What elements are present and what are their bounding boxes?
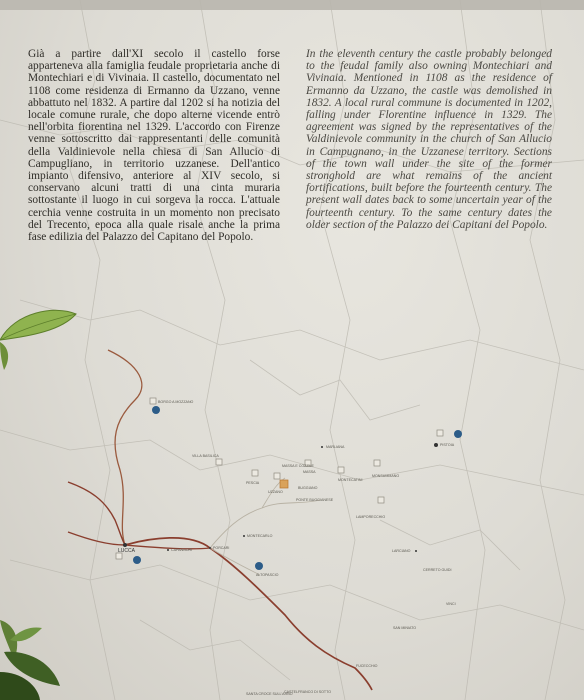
town-icon	[252, 470, 258, 476]
map-label-buggiano: BUGGIANO	[298, 486, 318, 490]
map-label-borgo: BORGO A MOZZANO	[158, 400, 194, 404]
map-label-ponte-buggianese: PONTE BUGGIANESE	[296, 498, 334, 502]
town-icon	[437, 430, 443, 436]
motorway	[125, 538, 372, 690]
map-label-porcari: PORCARI	[213, 546, 230, 550]
map-label-massa: MASSA	[303, 470, 316, 474]
town-dot-marliana	[321, 446, 323, 448]
town-icon	[216, 459, 222, 465]
town-dot-larciano	[415, 550, 417, 552]
map-label-capannori: CAPANNORI	[171, 548, 193, 552]
map-label-montecatini: MONTECATINI	[338, 478, 363, 482]
foreground-plant	[0, 600, 90, 700]
map-label-pistoia: PISTOIA	[440, 443, 455, 447]
map-label-lucca: LUCCA	[118, 548, 135, 554]
town-dot-montecarlo	[243, 535, 245, 537]
map-label-castelfranco: CASTELFRANCO DI SOTTO	[284, 690, 332, 694]
town-icon	[374, 460, 380, 466]
map-label-lamporecchio: LAMPORECCHIO	[356, 515, 386, 519]
town-icon	[150, 398, 156, 404]
map-label-montecarlo: MONTECARLO	[247, 534, 273, 538]
map-label-cozzile: MASSA E COZZILE	[282, 464, 314, 468]
map-label-uzzano: UZZANO	[268, 490, 283, 494]
road-lucca-montecarlo	[210, 500, 320, 548]
town-dot-porcari	[209, 547, 211, 549]
map-label-altopascio: ALTOPASCIO	[256, 573, 279, 577]
road-lucca-east	[125, 545, 210, 549]
info-icon	[454, 430, 462, 438]
town-icon	[338, 467, 344, 473]
info-icon	[133, 556, 141, 564]
map-label-cerreto: CERRETO GUIDI	[423, 568, 452, 572]
map-label-santa-croce: SANTA CROCE SULL'ARNO	[246, 692, 293, 696]
map-label-san-miniato: SAN MINIATO	[393, 626, 417, 630]
road-network	[68, 350, 372, 690]
town-icon	[274, 473, 280, 479]
road-southwest	[68, 532, 125, 545]
town-pictograms	[116, 398, 443, 559]
info-icon	[152, 406, 160, 414]
info-icon	[255, 562, 263, 570]
map-label-marliana: MARLIANA	[326, 445, 345, 449]
history-text-english: In the eleventh century the castle probably belonged to the feudal family also owning Montechiari and Vivinaia. Mentioned in 1108 as the residence of Ermanno da Uzzano, the castle was demolished in 1832. A local rural commune is documented in 1202, falling under Florentine influence in 1329. The agreement was signed by the representatives of the Valdinievole community in the church of San Allucio in Campugnano, in the Uzzanese territory. Sections of the town wall under the site of the former stronghold are what remains of the ancient fortifications, built before the fourteenth century. The present wall dates back to some uncertain year of the fourteenth century. To the same century dates the older section of the Palazzo dei Capitani del Popolo.	[306, 48, 552, 231]
map-label-monsummano: MONSUMMANO	[372, 474, 400, 478]
town-icon	[378, 497, 384, 503]
town-icon	[280, 480, 288, 488]
map-label-villa-basilica: VILLA BASILICA	[192, 454, 219, 458]
map-label-larciano: LARCIANO	[392, 549, 411, 553]
town-dot-pistoia	[434, 443, 438, 447]
town-dots	[123, 443, 438, 552]
map-label-vinci: VINCI	[446, 602, 456, 606]
town-dot-lucca	[123, 543, 127, 547]
map-label-pescia: PESCIA	[246, 481, 260, 485]
history-text-italian: Già a partire dall'XI secolo il castello forse apparteneva alla famiglia feudale proprietaria anche di Montechiari e di Vivinaia. Il castello, documentato nel 1108 come residenza di Ermanno da Uzzano, venne abbattuto nel 1832. A partire dal 1202 si ha notizia del locale comune rurale, che dopo alterne vicende entrò nell'orbita fiorentina nel 1329. L'accordo con Firenze venne sottoscritto dai rappresentanti delle comunità della Valdinievole nella chiesa di San Allucio di Campugliano, in territorio uzzanese. Dell'antico impianto difensivo, anteriore al XIV secolo, si conservano alcuni tratti di una cinta muraria sottostante il luogo in cui sorgeva la rocca. L'attuale cerchia venne costruita in un momento non precisato del Trecento, epoca alla quale risale anche la prima fase edilizia del Palazzo del Capitano del Popolo.	[28, 48, 280, 244]
town-dot-capannori	[167, 549, 169, 551]
minor-road-2	[210, 548, 260, 575]
map-label-fucecchio: FUCECCHIO	[356, 664, 378, 668]
ivy-leaf	[0, 300, 80, 370]
